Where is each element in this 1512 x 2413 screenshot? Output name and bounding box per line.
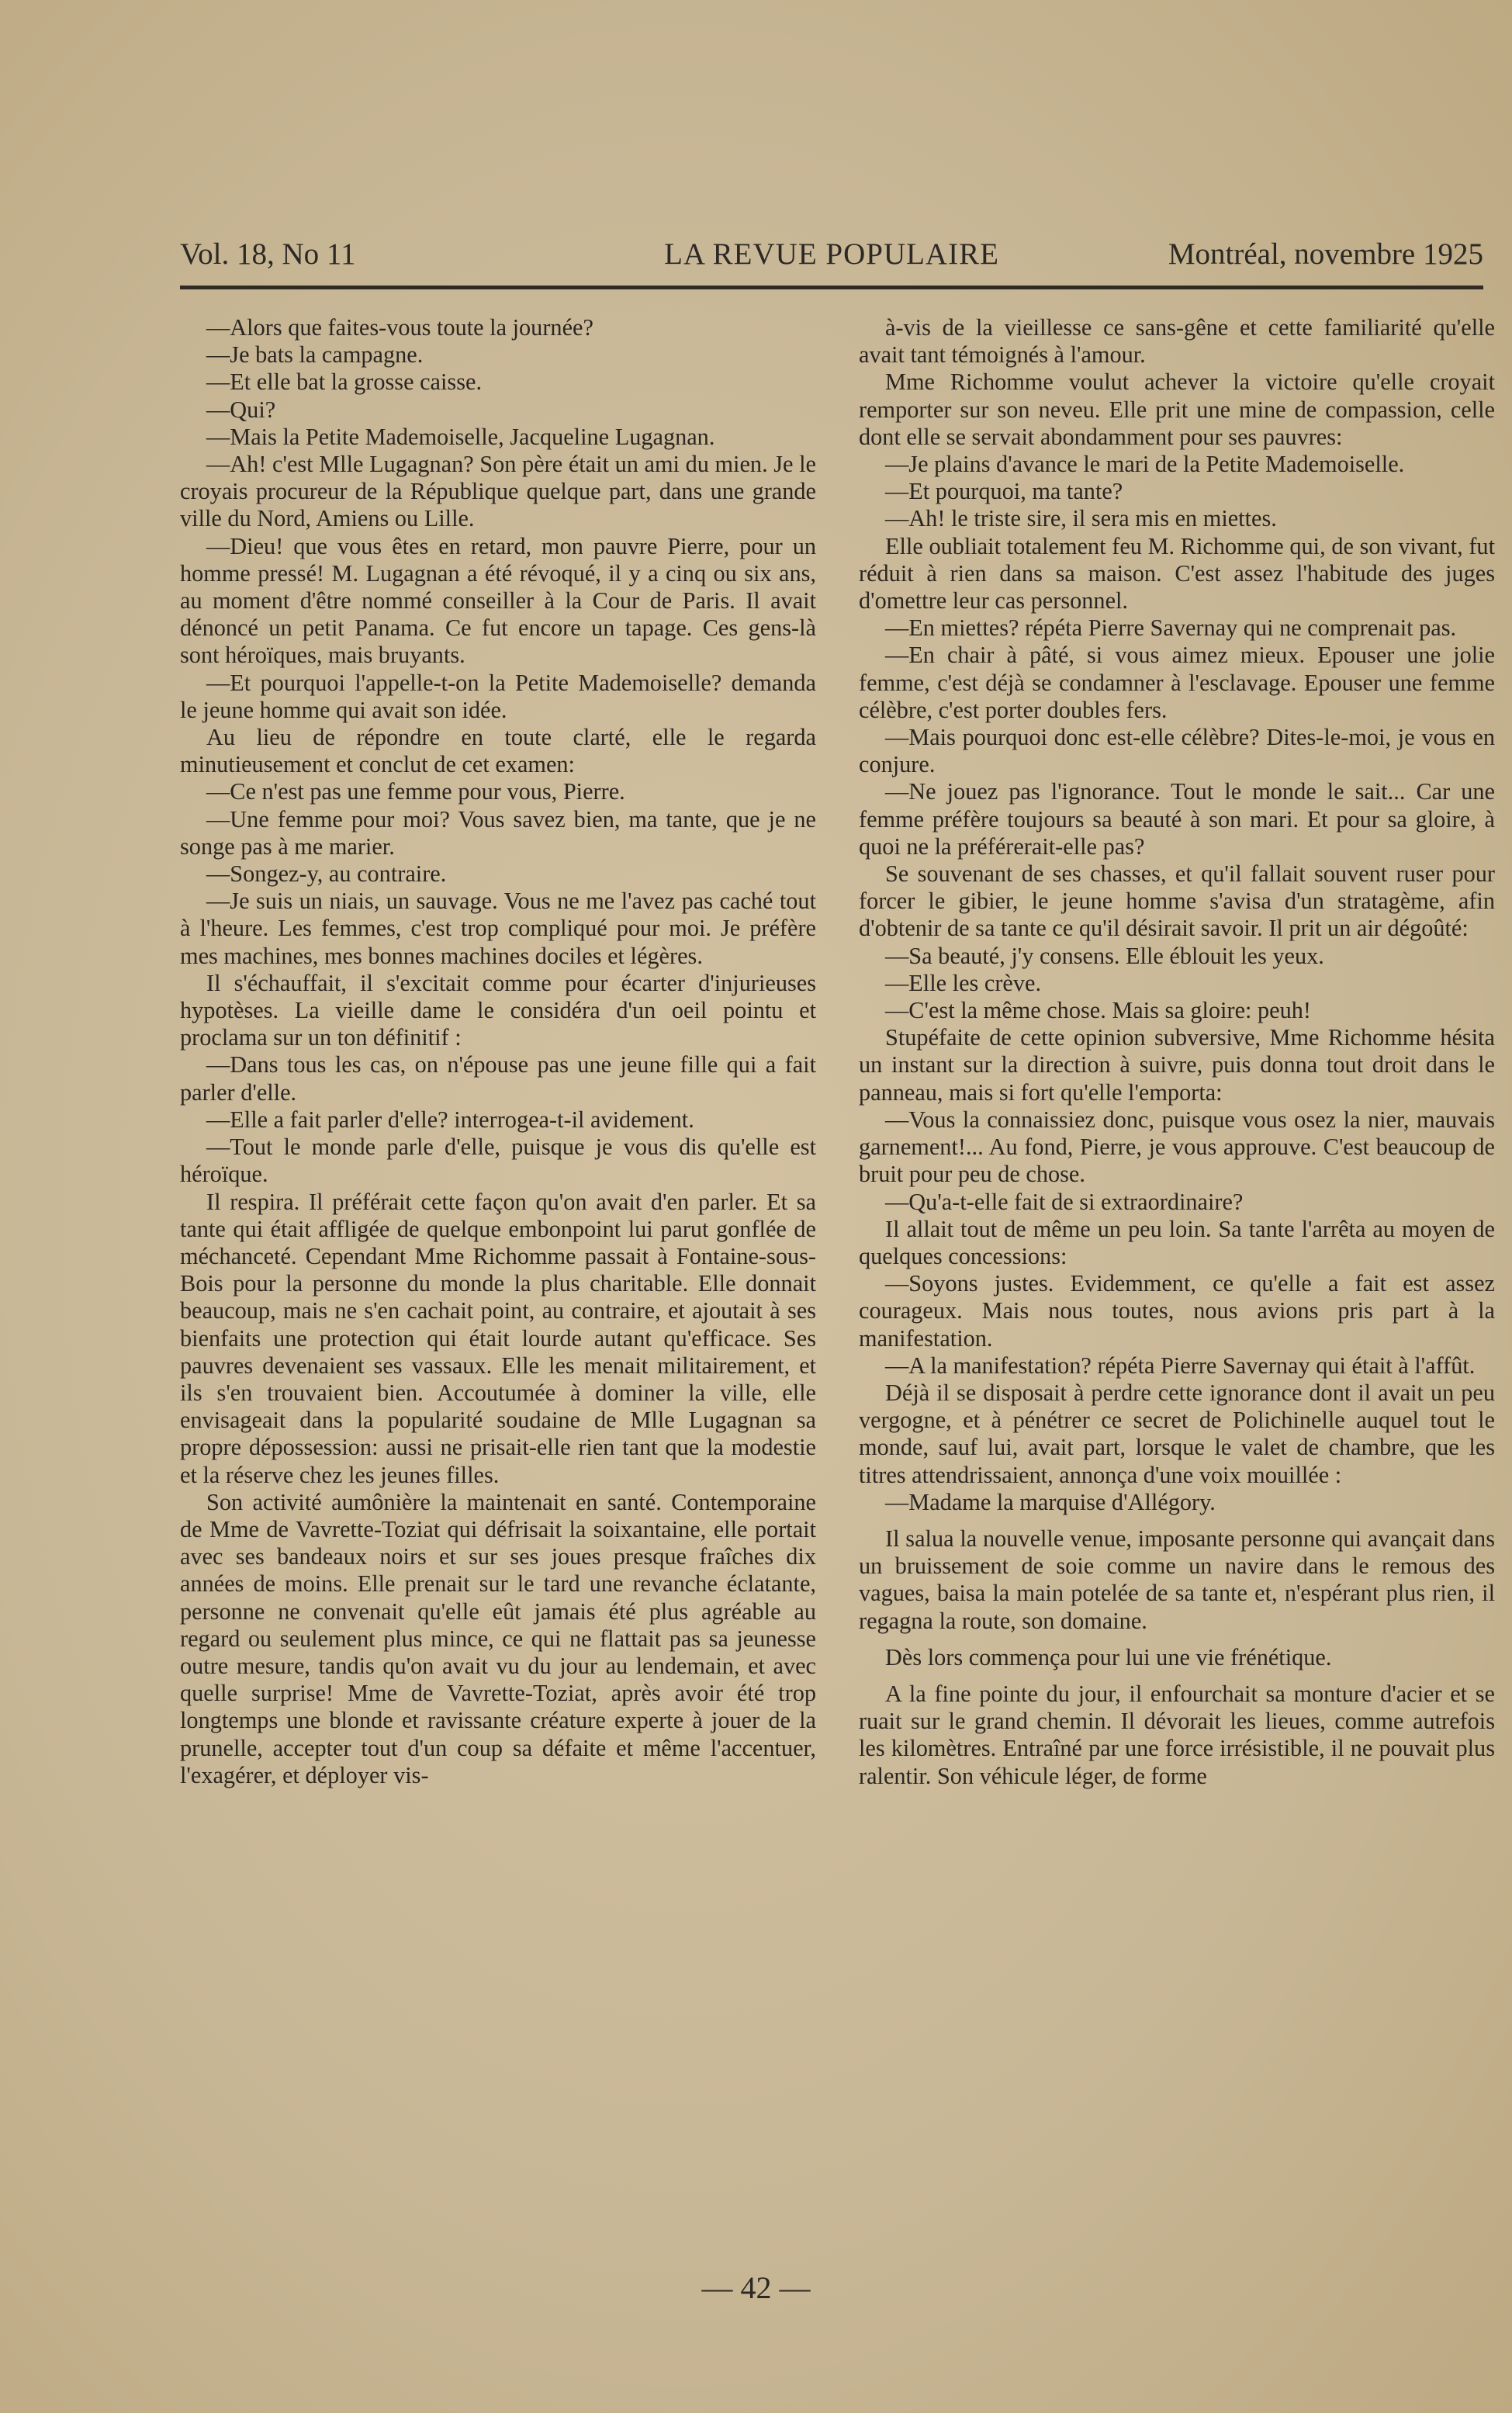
paragraph: —Et elle bat la grosse caisse. — [206, 369, 483, 396]
paragraph: —Une femme pour moi? Vous savez bien, ma tante, que je ne songe pas à me marier. — [180, 805, 816, 860]
paragraph: Dès lors commença pour lui une vie frénétique. — [885, 1643, 1332, 1670]
paragraph: —Elle les crève. — [885, 969, 1042, 996]
paragraph: —Ne jouez pas l'ignorance. Tout le monde le sait... Car une femme préfère toujours sa beauté à son mari. Et pour sa gloire, à quoi ne la préférerait-elle pas? — [859, 778, 1495, 860]
paragraph: —Ah! c'est Mlle Lugagnan? Son père était un ami du mien. Je le croyais procureur de la République quelque part, dans une grande ville du Nord, Amiens ou Lille. — [180, 451, 816, 532]
paragraph: —Je plains d'avance le mari de la Petite Mademoiselle. — [885, 451, 1405, 478]
paragraph: —Elle a fait parler d'elle? interrogea-t-il avidement. — [206, 1106, 694, 1133]
magazine-title: LA REVUE POPULAIRE — [664, 237, 999, 271]
paragraph: Stupéfaite de cette opinion subversive, Mme Richomme hésita un instant sur la direction à suivre, puis donna tout droit dans le panneau, mais si fort qu'elle l'emporta: — [859, 1024, 1495, 1106]
paragraph: —Mais la Petite Mademoiselle, Jacqueline Lugagnan. — [206, 423, 715, 450]
paragraph: —En chair à pâté, si vous aimez mieux. Epouser une jolie femme, c'est déjà se condamner à l'esclavage. Epouser une femme célèbre, c'est porter doubles fers. — [859, 642, 1495, 723]
paragraph: —C'est la même chose. Mais sa gloire: peuh! — [885, 997, 1311, 1024]
paragraph: —Je suis un niais, un sauvage. Vous ne me l'avez pas caché tout à l'heure. Les femmes, c'est trop compliqué pour moi. Je préfère mes machines, mes bonnes machines dociles et légères. — [180, 888, 816, 969]
paragraph: —Ah! le triste sire, il sera mis en miettes. — [885, 505, 1277, 532]
paragraph: Se souvenant de ses chasses, et qu'il fallait souvent ruser pour forcer le gibier, le jeune homme s'avisa d'un stratagème, afin d'obtenir de sa tante ce qu'il désirait savoir. Il prit un air dégoûté: — [859, 860, 1495, 942]
paragraph: —Alors que faites-vous toute la journée? — [206, 314, 593, 341]
right-column — [859, 314, 1495, 2238]
left-column — [180, 314, 816, 2238]
paragraph: —Et pourquoi, ma tante? — [885, 478, 1123, 505]
running-header — [180, 237, 1483, 283]
paragraph: —A la manifestation? répéta Pierre Savernay qui était à l'affût. — [885, 1352, 1476, 1379]
paragraph: —Et pourquoi l'appelle-t-on la Petite Mademoiselle? demanda le jeune homme qui avait son idée. — [180, 669, 816, 723]
paragraph: —En miettes? répéta Pierre Savernay qui ne comprenait pas. — [885, 615, 1457, 642]
volume-number: Vol. 18, No 11 — [180, 237, 356, 271]
paragraph: —Je bats la campagne. — [206, 341, 424, 369]
paragraph: Son activité aumônière la maintenait en santé. Contemporaine de Mme de Vavrette-Toziat qui défrisait la soixantaine, elle portait avec ses bandeaux noirs et sur ses joues presque fraîches dix années de moins. Elle prenait sur le tard une revanche éclatante, personne ne convenait qu'elle eût jamais été plus agréable au regard ou seulement plus mince, ce qui ne flattait pas sa jeunesse outre mesure, tandis qu'on avait vu du jour au lendemain, et avec quelle surprise! Mme de Vavrette-Toziat, après avoir été trop longtemps une blonde et ravissante créature experte à jouer de la prunelle, accepter tout d'un coup sa défaite et même l'accentuer, l'exagérer, et déployer vis- — [180, 1488, 816, 1788]
paragraph: —Ce n'est pas une femme pour vous, Pierre. — [206, 778, 625, 805]
paragraph: —Mais pourquoi donc est-elle célèbre? Dites-le-moi, je vous en conjure. — [859, 724, 1495, 778]
paragraph: —Qu'a-t-elle fait de si extraordinaire? — [885, 1188, 1244, 1215]
paragraph: Elle oubliait totalement feu M. Richomme qui, de son vivant, fut réduit à rien dans sa maison. C'est assez l'habitude des juges d'omettre leur cas personnel. — [859, 532, 1495, 615]
paragraph: à-vis de la vieillesse ce sans-gêne et cette familiarité qu'elle avait tant témoignés à l'amour. — [859, 314, 1495, 369]
paragraph: —Vous la connaissiez donc, puisque vous osez la nier, mauvais garnement!... Au fond, Pierre, je vous approuve. C'est beaucoup de bruit pour peu de chose. — [859, 1106, 1495, 1188]
paragraph: —Soyons justes. Evidemment, ce qu'elle a fait est assez courageux. Mais nous toutes, nous avions pris part à la manifestation. — [859, 1270, 1495, 1352]
paragraph: Mme Richomme voulut achever la victoire qu'elle croyait remporter sur son neveu. Elle prit une mine de compassion, celle dont elle se servait abondamment pour ses pauvres: — [859, 369, 1495, 450]
paragraph: Il respira. Il préférait cette façon qu'on avait d'en parler. Et sa tante qui était affligée de quelque embonpoint lui parut gonflée de méchanceté. Cependant Mme Richomme passait à Fontaine-sous-Bois pour la personne du monde la plus charitable. Elle donnait beaucoup, mais ne s'en cachait point, au contraire, et ajoutait à ses bienfaits une protection qui était lourde autant qu'efficace. Ses pauvres devenaient ses vassaux. Elle les menait militairement, et ils s'en trouvaient bien. Accoutumée à dominer la ville, elle envisageait dans la popularité soudaine de Mlle Lugagnan sa propre dépossession: aussi ne prisait-elle rien tant que la modestie et la réserve chez les jeunes filles. — [180, 1188, 816, 1488]
paragraph: —Sa beauté, j'y consens. Elle éblouit les yeux. — [885, 942, 1324, 969]
paragraph: —Qui? — [206, 396, 276, 423]
paragraph: Au lieu de répondre en toute clarté, elle le regarda minutieusement et conclut de cet examen: — [180, 724, 816, 778]
place-date: Montréal, novembre 1925 — [1168, 237, 1483, 271]
paragraph: —Tout le monde parle d'elle, puisque je vous dis qu'elle est héroïque. — [180, 1134, 816, 1188]
paragraph: —Dans tous les cas, on n'épouse pas une jeune fille qui a fait parler d'elle. — [180, 1051, 816, 1106]
paragraph: —Songez-y, au contraire. — [206, 860, 447, 888]
paragraph: —Dieu! que vous êtes en retard, mon pauvre Pierre, pour un homme pressé! M. Lugagnan a été révoqué, il y a cinq ou six ans, au moment d'être nommé conseiller à la Cour de Paris. Il avait dénoncé un petit Panama. Ce fut encore un tapage. Ces gens-là sont héroïques, mais bruyants. — [180, 532, 816, 669]
header-rule — [180, 286, 1483, 289]
paragraph: Il allait tout de même un peu loin. Sa tante l'arrêta au moyen de quelques concessions: — [859, 1215, 1495, 1269]
page-number: — 42 — — [701, 2270, 811, 2305]
paragraph: Il salua la nouvelle venue, imposante personne qui avançait dans un bruissement de soie comme un navire dans le remous des vagues, baisa la main potelée de sa tante et, n'espérant plus rien, il regagna la route, son domaine. — [859, 1525, 1495, 1634]
paragraph: —Madame la marquise d'Allégory. — [885, 1488, 1216, 1515]
paragraph: Il s'échauffait, il s'excitait comme pour écarter d'injurieuses hypotèses. La vieille dame le considéra d'un oeil pointu et proclama sur un ton définitif : — [180, 969, 816, 1051]
paragraph: A la fine pointe du jour, il enfourchait sa monture d'acier et se ruait sur le grand chemin. Il dévorait les lieues, comme autrefois les kilomètres. Entraîné par une force irrésistible, il ne pouvait plus ralentir. Son véhicule léger, de forme — [859, 1680, 1495, 1789]
paragraph: Déjà il se disposait à perdre cette ignorance dont il avait un peu vergogne, et à pénétrer ce secret de Polichinelle auquel tout le monde, sauf lui, avait part, lorsque le valet de chambre, que les titres attendrissaient, annonça d'une voix mouillée : — [859, 1379, 1495, 1488]
